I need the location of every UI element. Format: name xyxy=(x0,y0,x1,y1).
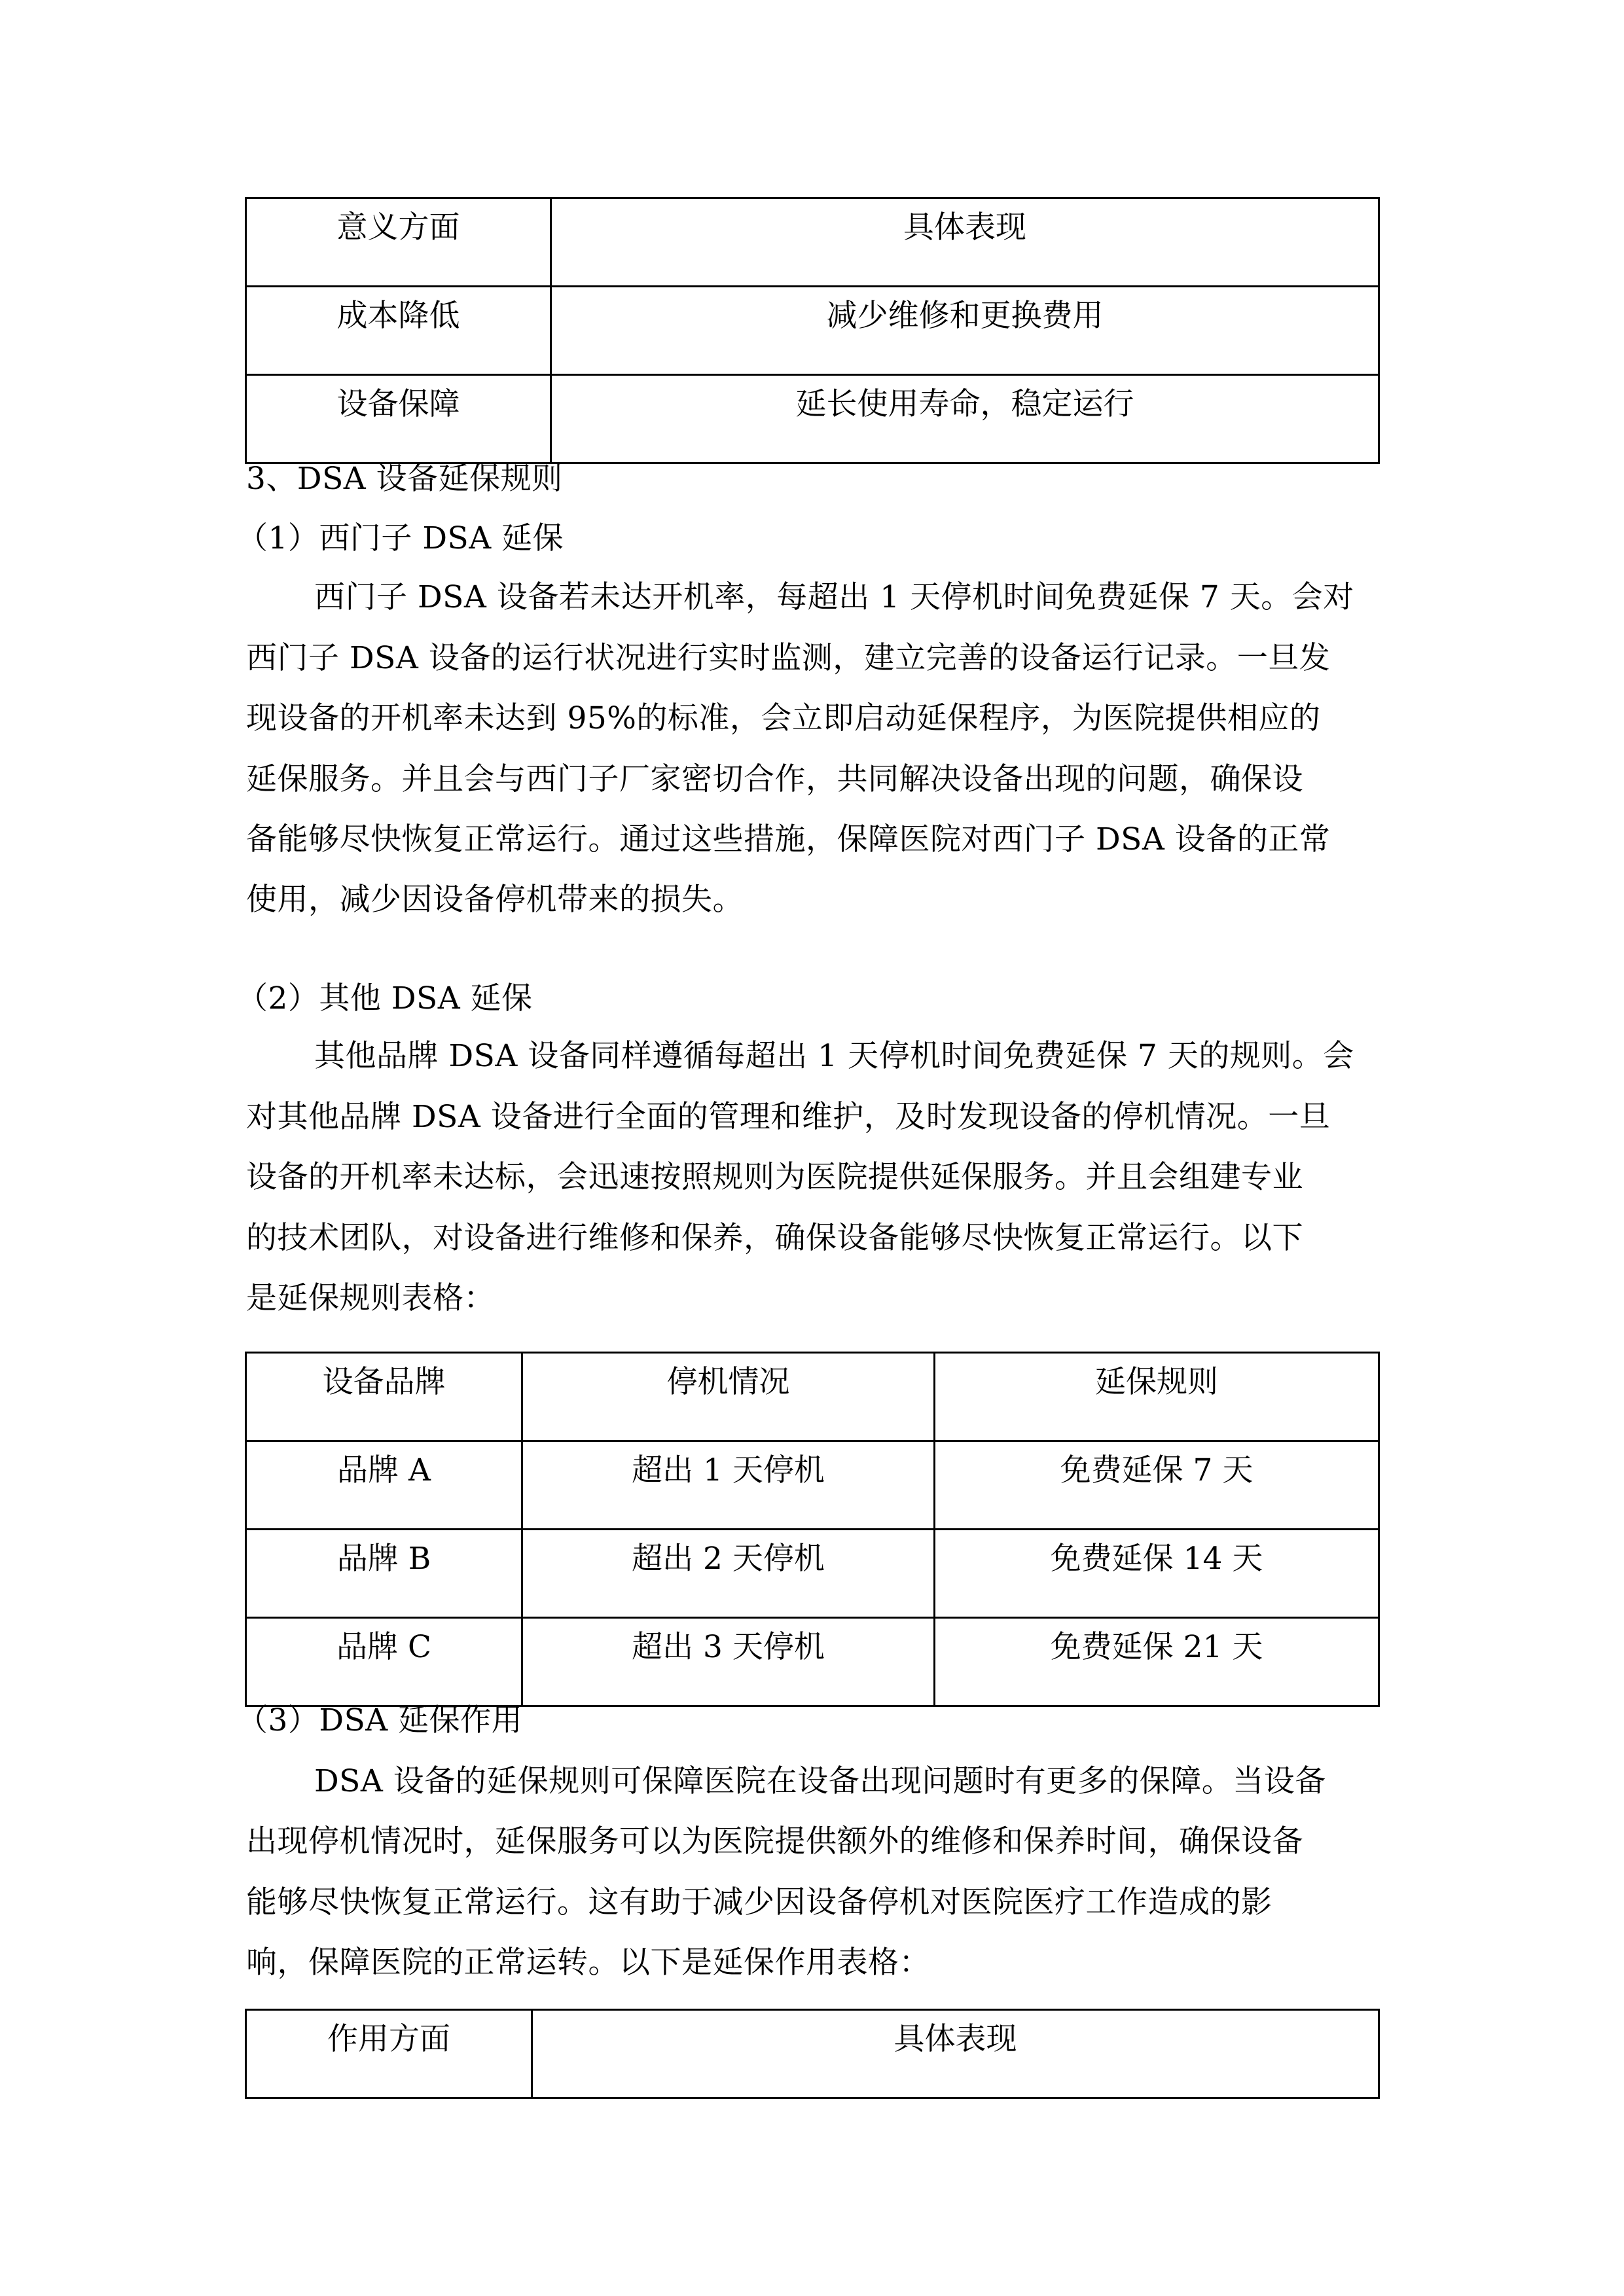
paragraph-line: 的技术团队，对设备进行维修和保养，确保设备能够尽快恢复正常运行。以下 xyxy=(246,1220,1303,1256)
table-header-cell: 延保规则 xyxy=(935,1353,1379,1441)
table-cell: 品牌 A xyxy=(246,1441,522,1530)
table-cell: 减少维修和更换费用 xyxy=(551,287,1379,375)
table-cell: 免费延保 21 天 xyxy=(935,1618,1379,1706)
paragraph-line: 能够尽快恢复正常运行。这有助于减少因设备停机对医院医疗工作造成的影 xyxy=(246,1884,1272,1920)
table-cell: 超出 1 天停机 xyxy=(522,1441,935,1530)
table-row xyxy=(246,1441,1379,1530)
table-cell: 免费延保 14 天 xyxy=(935,1530,1379,1618)
paragraph-line: 现设备的开机率未达到 95%的标准，会立即启动延保程序，为医院提供相应的 xyxy=(246,700,1321,736)
paragraph-line: 西门子 DSA 设备的运行状况进行实时监测，建立完善的设备运行记录。一旦发 xyxy=(246,640,1331,676)
table-header-row xyxy=(246,2010,1379,2098)
subsection-heading-3: （3）DSA 延保作用 xyxy=(237,1702,523,1738)
warranty-effect-table xyxy=(245,2009,1380,2099)
table-cell: 超出 3 天停机 xyxy=(522,1618,935,1706)
table-header-cell: 停机情况 xyxy=(522,1353,935,1441)
subsection-heading-1: （1）西门子 DSA 延保 xyxy=(237,520,564,556)
paragraph-line: 是延保规则表格： xyxy=(246,1280,495,1316)
table-cell: 超出 2 天停机 xyxy=(522,1530,935,1618)
table-header-cell: 设备品牌 xyxy=(246,1353,522,1441)
table-header-cell: 作用方面 xyxy=(246,2010,532,2098)
paragraph-line: 响，保障医院的正常运转。以下是延保作用表格： xyxy=(246,1945,930,1981)
paragraph-line: 其他品牌 DSA 设备同样遵循每超出 1 天停机时间免费延保 7 天的规则。会 xyxy=(314,1038,1354,1074)
warranty-rules-table xyxy=(245,1352,1380,1707)
meaning-table xyxy=(245,197,1380,464)
table-cell: 品牌 C xyxy=(246,1618,522,1706)
table-header-row xyxy=(246,198,1379,287)
table-header-cell: 具体表现 xyxy=(532,2010,1379,2098)
paragraph-line: 对其他品牌 DSA 设备进行全面的管理和维护，及时发现设备的停机情况。一旦 xyxy=(246,1099,1331,1135)
paragraph-line: 设备的开机率未达标，会迅速按照规则为医院提供延保服务。并且会组建专业 xyxy=(246,1159,1303,1195)
table-header-cell: 具体表现 xyxy=(551,198,1379,287)
paragraph-line: 延保服务。并且会与西门子厂家密切合作，共同解决设备出现的问题，确保设 xyxy=(246,761,1303,797)
section-heading: 3、DSA 设备延保规则 xyxy=(246,461,563,497)
paragraph-line: DSA 设备的延保规则可保障医院在设备出现问题时有更多的保障。当设备 xyxy=(314,1763,1326,1799)
paragraph-line: 备能够尽快恢复正常运行。通过这些措施，保障医院对西门子 DSA 设备的正常 xyxy=(246,821,1331,857)
paragraph-line: 出现停机情况时，延保服务可以为医院提供额外的维修和保养时间，确保设备 xyxy=(246,1823,1303,1859)
table-cell: 品牌 B xyxy=(246,1530,522,1618)
table-cell: 设备保障 xyxy=(246,375,551,463)
table-cell: 延长使用寿命，稳定运行 xyxy=(551,375,1379,463)
table-cell: 免费延保 7 天 xyxy=(935,1441,1379,1530)
paragraph-line: 使用，减少因设备停机带来的损失。 xyxy=(246,882,744,918)
table-row xyxy=(246,287,1379,375)
subsection-heading-2: （2）其他 DSA 延保 xyxy=(237,980,533,1016)
table-header-row xyxy=(246,1353,1379,1441)
table-row xyxy=(246,1530,1379,1618)
paragraph-line: 西门子 DSA 设备若未达开机率，每超出 1 天停机时间免费延保 7 天。会对 xyxy=(314,579,1354,615)
table-header-cell: 意义方面 xyxy=(246,198,551,287)
table-cell: 成本降低 xyxy=(246,287,551,375)
